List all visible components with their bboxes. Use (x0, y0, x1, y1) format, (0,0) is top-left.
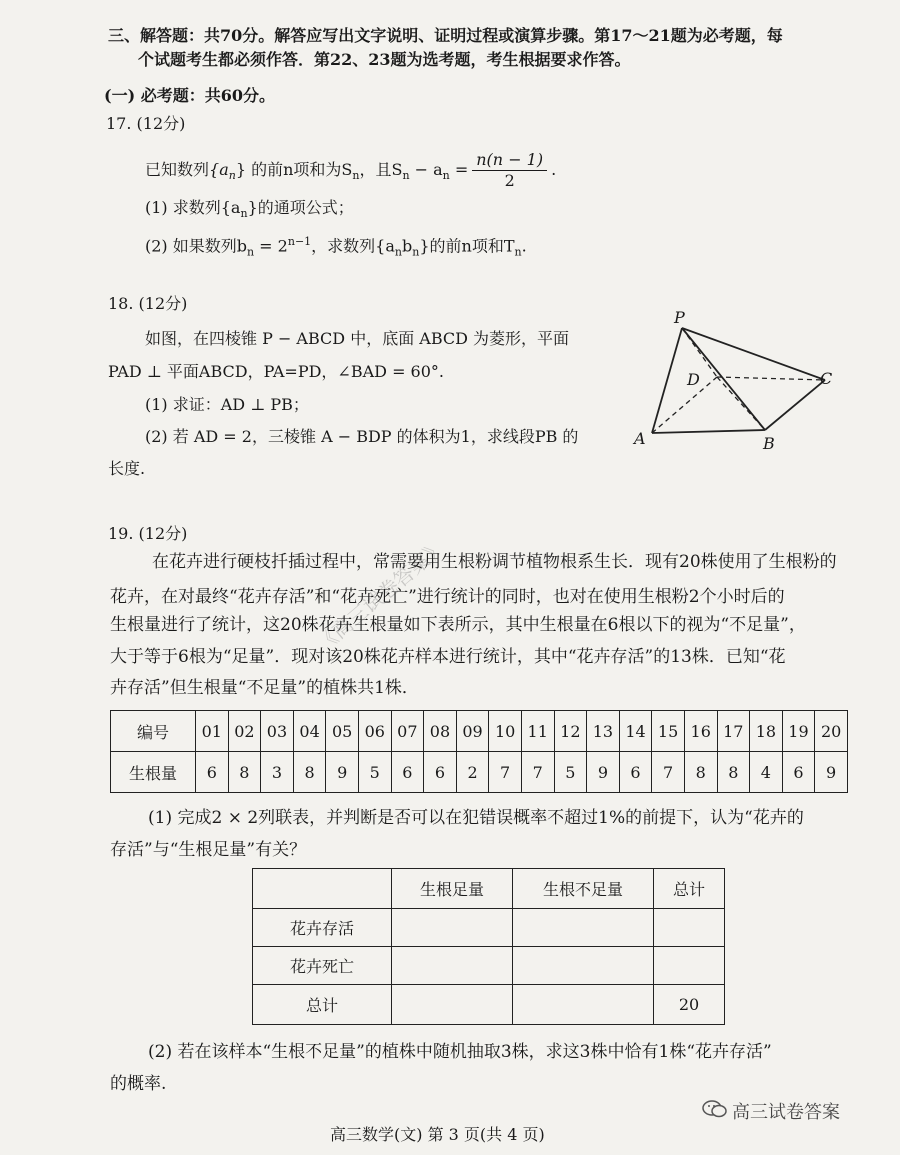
table-cell-id: 18 (750, 711, 783, 752)
ctab-col-total: 总计 (654, 869, 725, 909)
ctab-row-total-label: 总计 (253, 985, 392, 1025)
q17-part2-sub4: n (514, 245, 522, 259)
table-cell-id: 15 (652, 711, 685, 752)
ctab-col-insufficient: 生根不足量 (513, 869, 654, 909)
q18-number: 18. (12分) (108, 294, 188, 313)
label-B: B (763, 434, 775, 453)
table-header-id: 编号 (111, 711, 196, 752)
q19-part2-line1: (2) 若在该样本“生根不足量”的植株中随机抽取3株，求这3株中恰有1株“花卉存活” (148, 1042, 772, 1062)
contingency-table (252, 868, 725, 1025)
q17-minus-sub: n (442, 169, 450, 183)
q17-fraction (472, 150, 547, 191)
table-cell-value: 6 (619, 752, 652, 793)
table-cell-value: 7 (489, 752, 522, 793)
edge-AB (652, 430, 765, 433)
q17-frac-num: n(n − 1) (472, 150, 547, 171)
table-cell-id: 04 (293, 711, 326, 752)
edge-DC (717, 377, 825, 380)
q17-seq-sub: n (228, 169, 236, 183)
q17-part2-sub2: n (394, 245, 402, 259)
q17-number: 17. (12分) (106, 114, 186, 133)
edge-BC (765, 380, 825, 430)
table-cell-id: 10 (489, 711, 522, 752)
table-row-ids (111, 711, 848, 752)
q17-part2-sub3: n (412, 245, 420, 259)
table-cell-id: 02 (228, 711, 261, 752)
q17-part2-end: . (521, 236, 527, 256)
edge-PA (652, 328, 682, 433)
q19-para1: 在花卉进行硬枝扦插过程中，常需要用生根粉调节植物根系生长．现有20株使用了生根粉的 (152, 552, 837, 572)
table-cell-id: 14 (619, 711, 652, 752)
ctab-row-die (253, 947, 725, 985)
table-cell-value: 6 (424, 752, 457, 793)
ctab-total-value: 20 (654, 985, 725, 1025)
root-count-table (110, 710, 848, 793)
q19-para3: 生根量进行了统计，这20株花卉生根量如下表所示，其中生根量在6根以下的视为“不足量”， (110, 615, 806, 635)
q17-stem-cond: ，且S (359, 160, 403, 179)
table-cell-id: 20 (815, 711, 848, 752)
label-C: C (820, 369, 833, 388)
q17-stem-mid: } 的前n项和为S (235, 160, 353, 179)
table-cell-id: 06 (358, 711, 391, 752)
table-cell-id: 17 (717, 711, 750, 752)
table-cell-value: 7 (652, 752, 685, 793)
q17-part2 (145, 230, 527, 265)
q17-part2-pre: (2) 如果数列b (145, 236, 247, 256)
table-header-value: 生根量 (111, 752, 196, 793)
q17-stem-eq: = (449, 160, 469, 179)
table-cell-id: 13 (587, 711, 620, 752)
table-cell-value: 8 (717, 752, 750, 793)
table-cell-id: 12 (554, 711, 587, 752)
ctab-cell (654, 947, 725, 985)
q17-part2-sub1: n (247, 245, 255, 259)
label-A: A (634, 429, 646, 448)
q19-number: 19. (12分) (108, 524, 188, 543)
q17-stem (145, 148, 556, 198)
table-cell-id: 11 (521, 711, 554, 752)
q17-stem-minus: − a (409, 160, 443, 179)
page-footer: 高三数学(文) 第 3 页(共 4 页) (330, 1125, 545, 1144)
q17-part2-post: }的前n项和T (419, 236, 515, 256)
q19-para5: 卉存活”但生根量“不足量”的植株共1株． (110, 678, 419, 698)
q17-part1-sub: n (240, 207, 248, 221)
q17-sn-sub: n (352, 169, 360, 183)
table-cell-id: 09 (456, 711, 489, 752)
q17-part1-pre: (1) 求数列{a (145, 198, 241, 217)
table-cell-value: 8 (293, 752, 326, 793)
table-cell-id: 07 (391, 711, 424, 752)
wechat-icon (702, 1099, 728, 1119)
table-cell-value: 9 (326, 752, 359, 793)
ctab-cell (513, 909, 654, 947)
ctab-row-total (253, 985, 725, 1025)
table-row-values (111, 752, 848, 793)
q18-line2: PAD ⊥ 平面ABCD，PA=PD，∠BAD = 60°. (108, 362, 445, 381)
q17-part2-sup: n−1 (287, 235, 312, 248)
q17-cond-sub: n (402, 169, 410, 183)
section-heading-line2: 个试题考生都必须作答．第22、23题为选考题，考生根据要求作答。 (138, 50, 631, 69)
watermark: 《高三试卷答案》 (311, 535, 450, 657)
q17-part2-eq: = 2 (254, 236, 288, 256)
q17-seq: {a (209, 160, 229, 179)
table-cell-id: 19 (782, 711, 815, 752)
q19-part1-line2: 存活”与“生根足量”有关？ (110, 840, 307, 860)
table-cell-value: 6 (782, 752, 815, 793)
ctab-row-survive-label: 花卉存活 (253, 909, 392, 947)
table-cell-value: 6 (196, 752, 229, 793)
q18-line1: 如图，在四棱锥 P − ABCD 中，底面 ABCD 为菱形，平面 (145, 329, 570, 348)
label-P: P (674, 308, 685, 327)
ctab-row-survive (253, 909, 725, 947)
table-cell-id: 08 (424, 711, 457, 752)
ctab-cell (513, 985, 654, 1025)
table-cell-id: 05 (326, 711, 359, 752)
label-D: D (687, 370, 700, 389)
ctab-cell (392, 947, 513, 985)
table-cell-value: 9 (587, 752, 620, 793)
q17-part2-mid: ，求数列{a (311, 236, 395, 256)
q17-stem-pre: 已知数列 (145, 160, 210, 179)
ctab-col-sufficient: 生根足量 (392, 869, 513, 909)
brand-label: 高三试卷答案 (732, 1102, 840, 1123)
ctab-header-row (253, 869, 725, 909)
table-cell-value: 5 (358, 752, 391, 793)
table-cell-value: 6 (391, 752, 424, 793)
q18-part2: (2) 若 AD = 2，三棱锥 A − BDP 的体积为1，求线段PB 的 (145, 427, 579, 446)
q19-part1-line1: (1) 完成2 × 2列联表，并判断是否可以在犯错误概率不超过1%的前提下，认为“花卉的 (148, 808, 804, 828)
table-cell-value: 8 (684, 752, 717, 793)
table-cell-value: 9 (815, 752, 848, 793)
table-cell-id: 01 (196, 711, 229, 752)
q19-para2: 花卉，在对最终“花卉存活”和“花卉死亡”进行统计的同时，也对在使用生根粉2个小时后的 (110, 587, 785, 607)
table-cell-value: 2 (456, 752, 489, 793)
table-cell-value: 8 (228, 752, 261, 793)
q17-frac-den: 2 (504, 171, 515, 190)
ctab-corner (253, 869, 392, 909)
table-cell-value: 3 (261, 752, 294, 793)
table-cell-id: 16 (684, 711, 717, 752)
table-cell-id: 03 (261, 711, 294, 752)
q19-para4: 大于等于6根为“足量”．现对该20株花卉样本进行统计，其中“花卉存活”的13株．已知“花 (110, 647, 786, 667)
table-cell-value: 4 (750, 752, 783, 793)
table-cell-value: 7 (521, 752, 554, 793)
ctab-cell (392, 985, 513, 1025)
q17-stem-end: . (551, 160, 557, 179)
q17-part2-b: b (402, 236, 413, 256)
q17-part1-post: }的通项公式； (247, 198, 354, 217)
q18-part2-cont: 长度. (108, 459, 146, 478)
section-heading-line1: 三、解答题：共70分。解答应写出文字说明、证明过程或演算步骤。第17～21题为必考题，每 (108, 26, 783, 45)
ctab-row-die-label: 花卉死亡 (253, 947, 392, 985)
section-subheading: (一) 必考题：共60分。 (104, 86, 275, 105)
table-cell-value: 5 (554, 752, 587, 793)
edge-AD (652, 377, 717, 433)
ctab-cell (513, 947, 654, 985)
q19-part2-line2: 的概率. (110, 1074, 167, 1094)
q17-part1 (145, 196, 354, 226)
ctab-cell (392, 909, 513, 947)
ctab-cell (654, 909, 725, 947)
q18-part1: (1) 求证：AD ⊥ PB； (145, 395, 309, 414)
